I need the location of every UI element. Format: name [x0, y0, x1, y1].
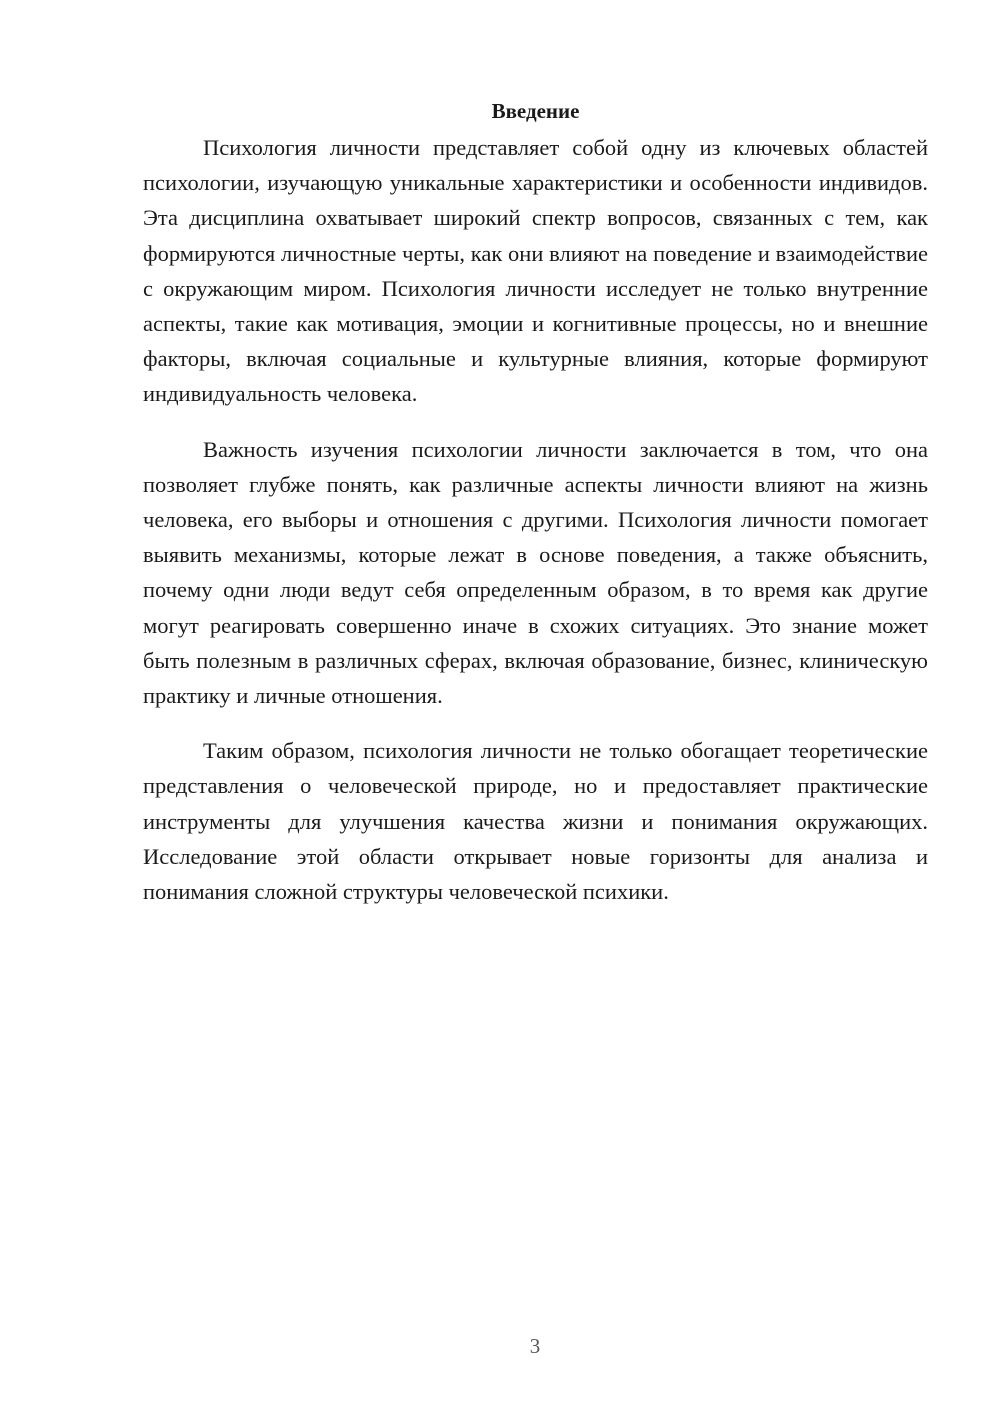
paragraph-3: Таким образом, психология личности не только обогащает теоретические представления о человеческой природе, но и предоставляет практические инструменты для улучшения качества жизни и понимания окружающих. Исследование этой области открывает новые горизонты для анализа и понимания сложной структуры человеческой психики. [143, 738, 928, 905]
page-content [143, 96, 928, 929]
section-heading: Введение [491, 99, 580, 123]
page-number: 3 [529, 1334, 541, 1358]
paragraph-1: Психология личности представляет собой одну из ключевых областей психологии, изучающую уникальные характеристики и особенности индивидов. Эта дисциплина охватывает широкий спектр вопросов, связанных с тем, как формируются личностные черты, как они влияют на поведение и взаимодействие с окружающим миром. Психология личности исследует не только внутренние аспекты, такие как мотивация, эмоции и когнитивные процессы, но и внешние факторы, включая социальные и культурные влияния, которые формируют индивидуальность человека. [143, 135, 928, 407]
paragraph-2: Важность изучения психологии личности заключается в том, что она позволяет глубже понять, как различные аспекты личности влияют на жизнь человека, его выборы и отношения с другими. Психология личности помогает выявить механизмы, которые лежат в основе поведения, а также объяснить, почему одни люди ведут себя определенным образом, в то время как другие могут реагировать совершенно иначе в схожих ситуациях. Это знание может быть полезным в различных сферах, включая образование, бизнес, клиническую практику и личные отношения. [143, 436, 928, 709]
